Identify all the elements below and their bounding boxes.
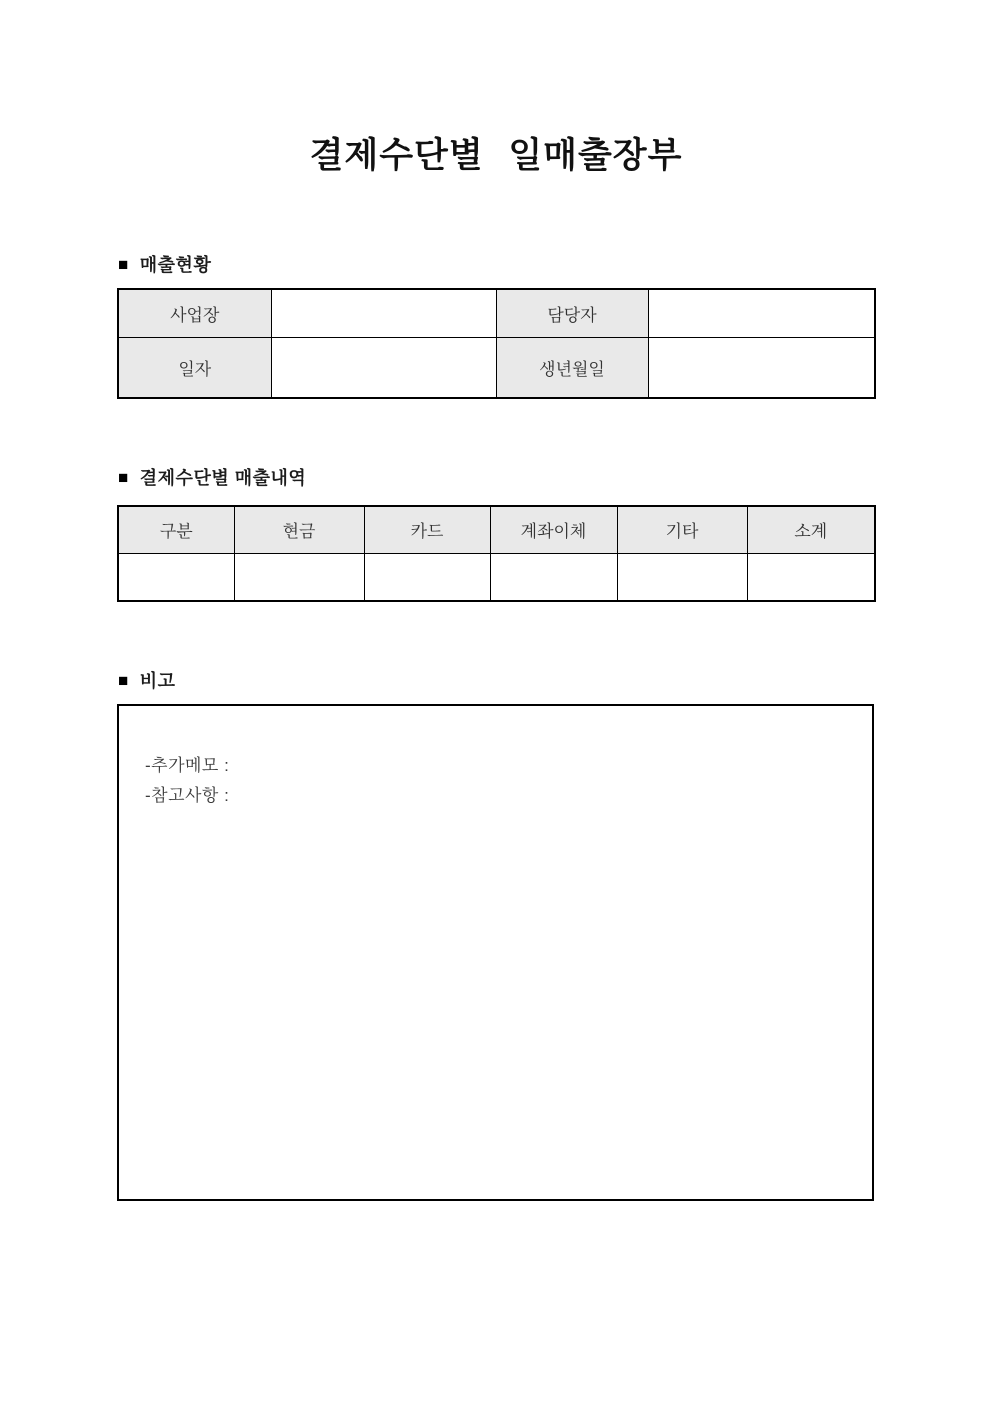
section-heading-label: 결제수단별 매출내역	[139, 468, 307, 488]
business-site-value-cell	[271, 289, 496, 337]
subtotal-value-cell	[747, 553, 875, 601]
column-header-category: 구분	[118, 506, 234, 553]
table-row	[118, 289, 875, 337]
section-heading-label: 비고	[139, 671, 176, 691]
other-value-cell	[617, 553, 747, 601]
column-header-card: 카드	[364, 506, 490, 553]
black-square-bullet-icon: ■	[118, 467, 129, 487]
black-square-bullet-icon: ■	[118, 254, 129, 274]
birthdate-value-cell	[648, 337, 875, 398]
bank-transfer-value-cell	[490, 553, 617, 601]
black-square-bullet-icon: ■	[118, 670, 129, 690]
column-header-other: 기타	[617, 506, 747, 553]
column-header-cash: 현금	[234, 506, 364, 553]
payment-breakdown-table	[117, 505, 876, 602]
column-header-bank-transfer: 계좌이체	[490, 506, 617, 553]
card-value-cell	[364, 553, 490, 601]
column-header-subtotal: 소계	[747, 506, 875, 553]
section-heading-payment-breakdown	[118, 464, 306, 490]
category-value-cell	[118, 553, 234, 601]
table-header-row	[118, 506, 875, 553]
manager-value-cell	[648, 289, 875, 337]
business-site-label-cell: 사업장	[118, 289, 271, 337]
remarks-box	[117, 704, 874, 1201]
section-heading-sales-status	[118, 251, 211, 277]
date-value-cell	[271, 337, 496, 398]
cash-value-cell	[234, 553, 364, 601]
table-row	[118, 337, 875, 398]
section-heading-label: 매출현황	[139, 255, 212, 275]
birthdate-label-cell: 생년월일	[496, 337, 648, 398]
date-label-cell: 일자	[118, 337, 271, 398]
section-heading-remarks	[118, 667, 176, 693]
table-row	[118, 553, 875, 601]
manager-label-cell: 담당자	[496, 289, 648, 337]
sales-status-table	[117, 288, 876, 399]
reference-note-line: -참고사항 :	[145, 786, 230, 805]
additional-memo-line: -추가메모 :	[145, 756, 230, 775]
page-title: 결제수단별 일매출장부	[309, 136, 683, 175]
